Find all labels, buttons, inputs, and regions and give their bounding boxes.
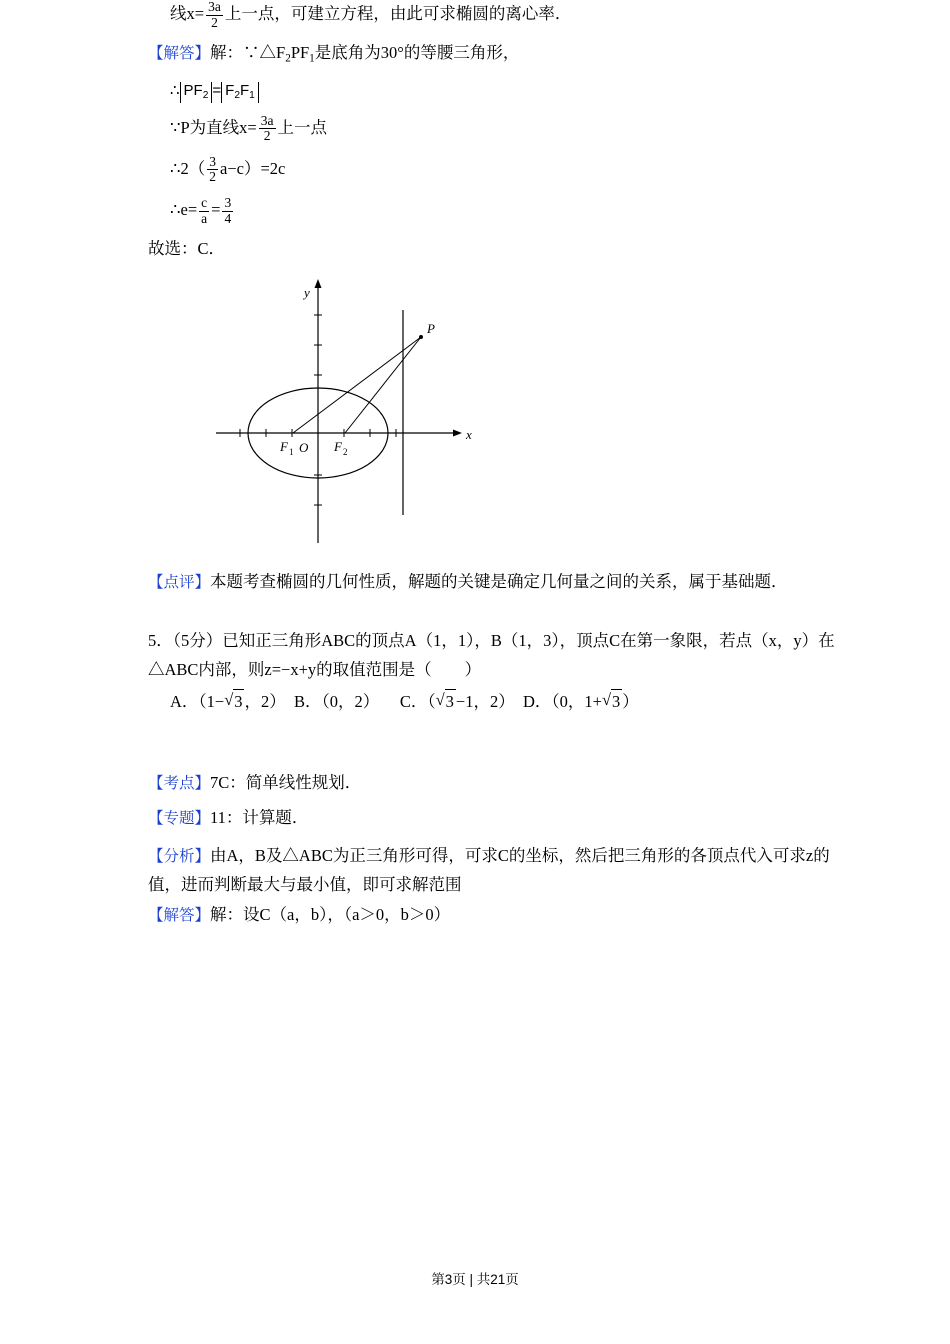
choice-a-post: ，2）	[244, 691, 286, 711]
svg-text:P: P	[427, 321, 435, 337]
fraction-denominator: 2	[259, 128, 276, 144]
answer-tag: 【解答】	[148, 45, 211, 63]
choice-a-label[interactable]: A．	[170, 691, 199, 711]
answer-line2-pre: ∴	[170, 81, 180, 99]
f-sub-1: 2	[234, 89, 240, 101]
answer-line4-pre: ∴2（	[170, 159, 206, 179]
fraction-numerator: 3	[224, 195, 232, 211]
answer-line4-mid: a−c）=2c	[220, 159, 286, 179]
answer-line3-post: 上一点	[277, 117, 327, 137]
kaodian-line	[148, 771, 848, 795]
fraction-c-over-a	[199, 196, 209, 226]
choice-b-label[interactable]: B．	[293, 691, 322, 711]
fraction-3a-over-2-b	[259, 114, 276, 144]
sqrt-radicand: 3	[233, 689, 244, 714]
equals-sign: =	[212, 81, 222, 99]
choice-c-pre: （	[427, 691, 436, 711]
f-text-1: F	[225, 81, 235, 99]
answer-line5-pre: ∴e=	[170, 200, 198, 220]
analysis-tail-line	[148, 0, 848, 30]
fraction-denominator: 4	[224, 210, 232, 226]
answer-line1-end: 是底角为30°的等腰三角形，	[314, 43, 520, 63]
answer-line1-sub2: 1	[309, 52, 315, 65]
answer-line-2	[148, 78, 848, 103]
zhuanti-text: 11：计算题．	[210, 808, 309, 828]
question-5-stem	[148, 627, 848, 685]
choice-c-label[interactable]: C．	[399, 691, 428, 711]
fraction-denominator: 2	[206, 15, 223, 31]
question-5-choices	[170, 689, 848, 714]
choice-c-post: −1，2）	[455, 691, 515, 711]
svg-text:x: x	[466, 427, 472, 443]
choice-d-label[interactable]: D．	[522, 691, 552, 711]
fenxi-text: 由A，B及△ABC为正三角形可得，可求C的坐标，然后把三角形的各顶点代入可求z的值，进而判断最大与最小值，即可求解范围	[148, 845, 830, 894]
answer-line3-pre: ∵P为直线x=	[170, 117, 257, 137]
sqrt-radicand: 3	[445, 689, 456, 714]
zhuanti-tag: 【专题】	[148, 810, 211, 828]
answer-line1-mid: PF	[290, 43, 310, 63]
svg-text:F: F	[334, 439, 342, 455]
jieda-text: 解：设C（a，b），（a＞0，b＞0）	[210, 905, 451, 925]
choice-d-pre: （0，1+	[551, 691, 602, 711]
answer-line-4	[148, 155, 848, 185]
question-text: 已知正三角形ABC的顶点A（1，1），B（1，3），顶点C在第一象限，若点（x，y）在△ABC内部，则z=−x+y的取值范围是（ ）	[148, 631, 835, 679]
sqrt-radicand: 3	[611, 689, 622, 714]
comment-block	[148, 568, 848, 597]
jieda-line	[148, 903, 848, 927]
answer-line-3	[148, 114, 848, 144]
answer-line-5	[148, 196, 848, 226]
fraction-denominator: 2	[209, 169, 217, 185]
fraction-3a-over-2	[206, 0, 223, 30]
ellipse-figure-svg	[208, 275, 508, 550]
sqrt-3-a	[224, 689, 244, 714]
document-content	[148, 0, 848, 939]
answer-line-1	[148, 41, 848, 67]
fenxi-tag: 【分析】	[148, 847, 211, 865]
zhuanti-line	[148, 806, 848, 830]
choice-b-text: （0，2）	[321, 691, 380, 711]
kaodian-text: 7C：简单线性规划．	[210, 772, 362, 792]
f-sub-2: 1	[249, 89, 255, 101]
fraction-denominator: a	[201, 210, 208, 226]
svg-text:F: F	[280, 439, 288, 455]
svg-text:O: O	[299, 440, 309, 456]
answer-conclusion: 故选：C．	[148, 239, 226, 259]
question-5	[148, 627, 848, 928]
sqrt-3-d	[602, 689, 622, 714]
spacer	[148, 725, 848, 771]
abs-pf2	[180, 82, 213, 103]
pf-sub: 2	[202, 89, 209, 101]
page-number: 第3页 | 共21页	[431, 1272, 519, 1287]
choice-a-pre: （1−	[198, 691, 225, 711]
choice-d-post: ）	[622, 691, 639, 711]
fraction-numerator: 3	[209, 153, 217, 169]
kaodian-tag: 【考点】	[148, 774, 211, 792]
answer-line1-pre: 解：∵△F	[210, 43, 286, 63]
fraction-3-over-2	[207, 155, 218, 185]
ellipse-figure	[208, 275, 508, 550]
fraction-3-over-4	[222, 196, 233, 226]
fraction-numerator: 3a	[208, 0, 221, 14]
fraction-numerator: c	[201, 195, 208, 211]
answer-line1-sub1: 2	[285, 52, 291, 65]
abs-f2f1	[221, 82, 259, 103]
equals-sign: =	[211, 200, 221, 220]
fenxi-line	[148, 842, 848, 900]
comment-tag: 【点评】	[148, 574, 211, 592]
fraction-numerator: 3a	[260, 112, 274, 128]
analysis-tail-pre: 线x=	[170, 4, 205, 24]
svg-text:y: y	[304, 285, 310, 301]
svg-text:2: 2	[343, 447, 348, 458]
svg-text:1: 1	[289, 447, 294, 458]
comment-text: 本题考查椭圆的几何性质，解题的关键是确定几何量之间的关系，属于基础题．	[210, 572, 788, 592]
f-text-2: F	[240, 81, 250, 99]
jieda-tag: 【解答】	[148, 907, 211, 925]
sqrt-3-c	[436, 689, 456, 714]
question-score: （5分）	[172, 631, 223, 651]
analysis-tail-post: 上一点，可建立方程，由此可求椭圆的离心率．	[224, 4, 572, 24]
question-number: 5．	[148, 631, 173, 651]
page-footer	[0, 1263, 950, 1288]
pf-text: PF	[183, 81, 203, 99]
